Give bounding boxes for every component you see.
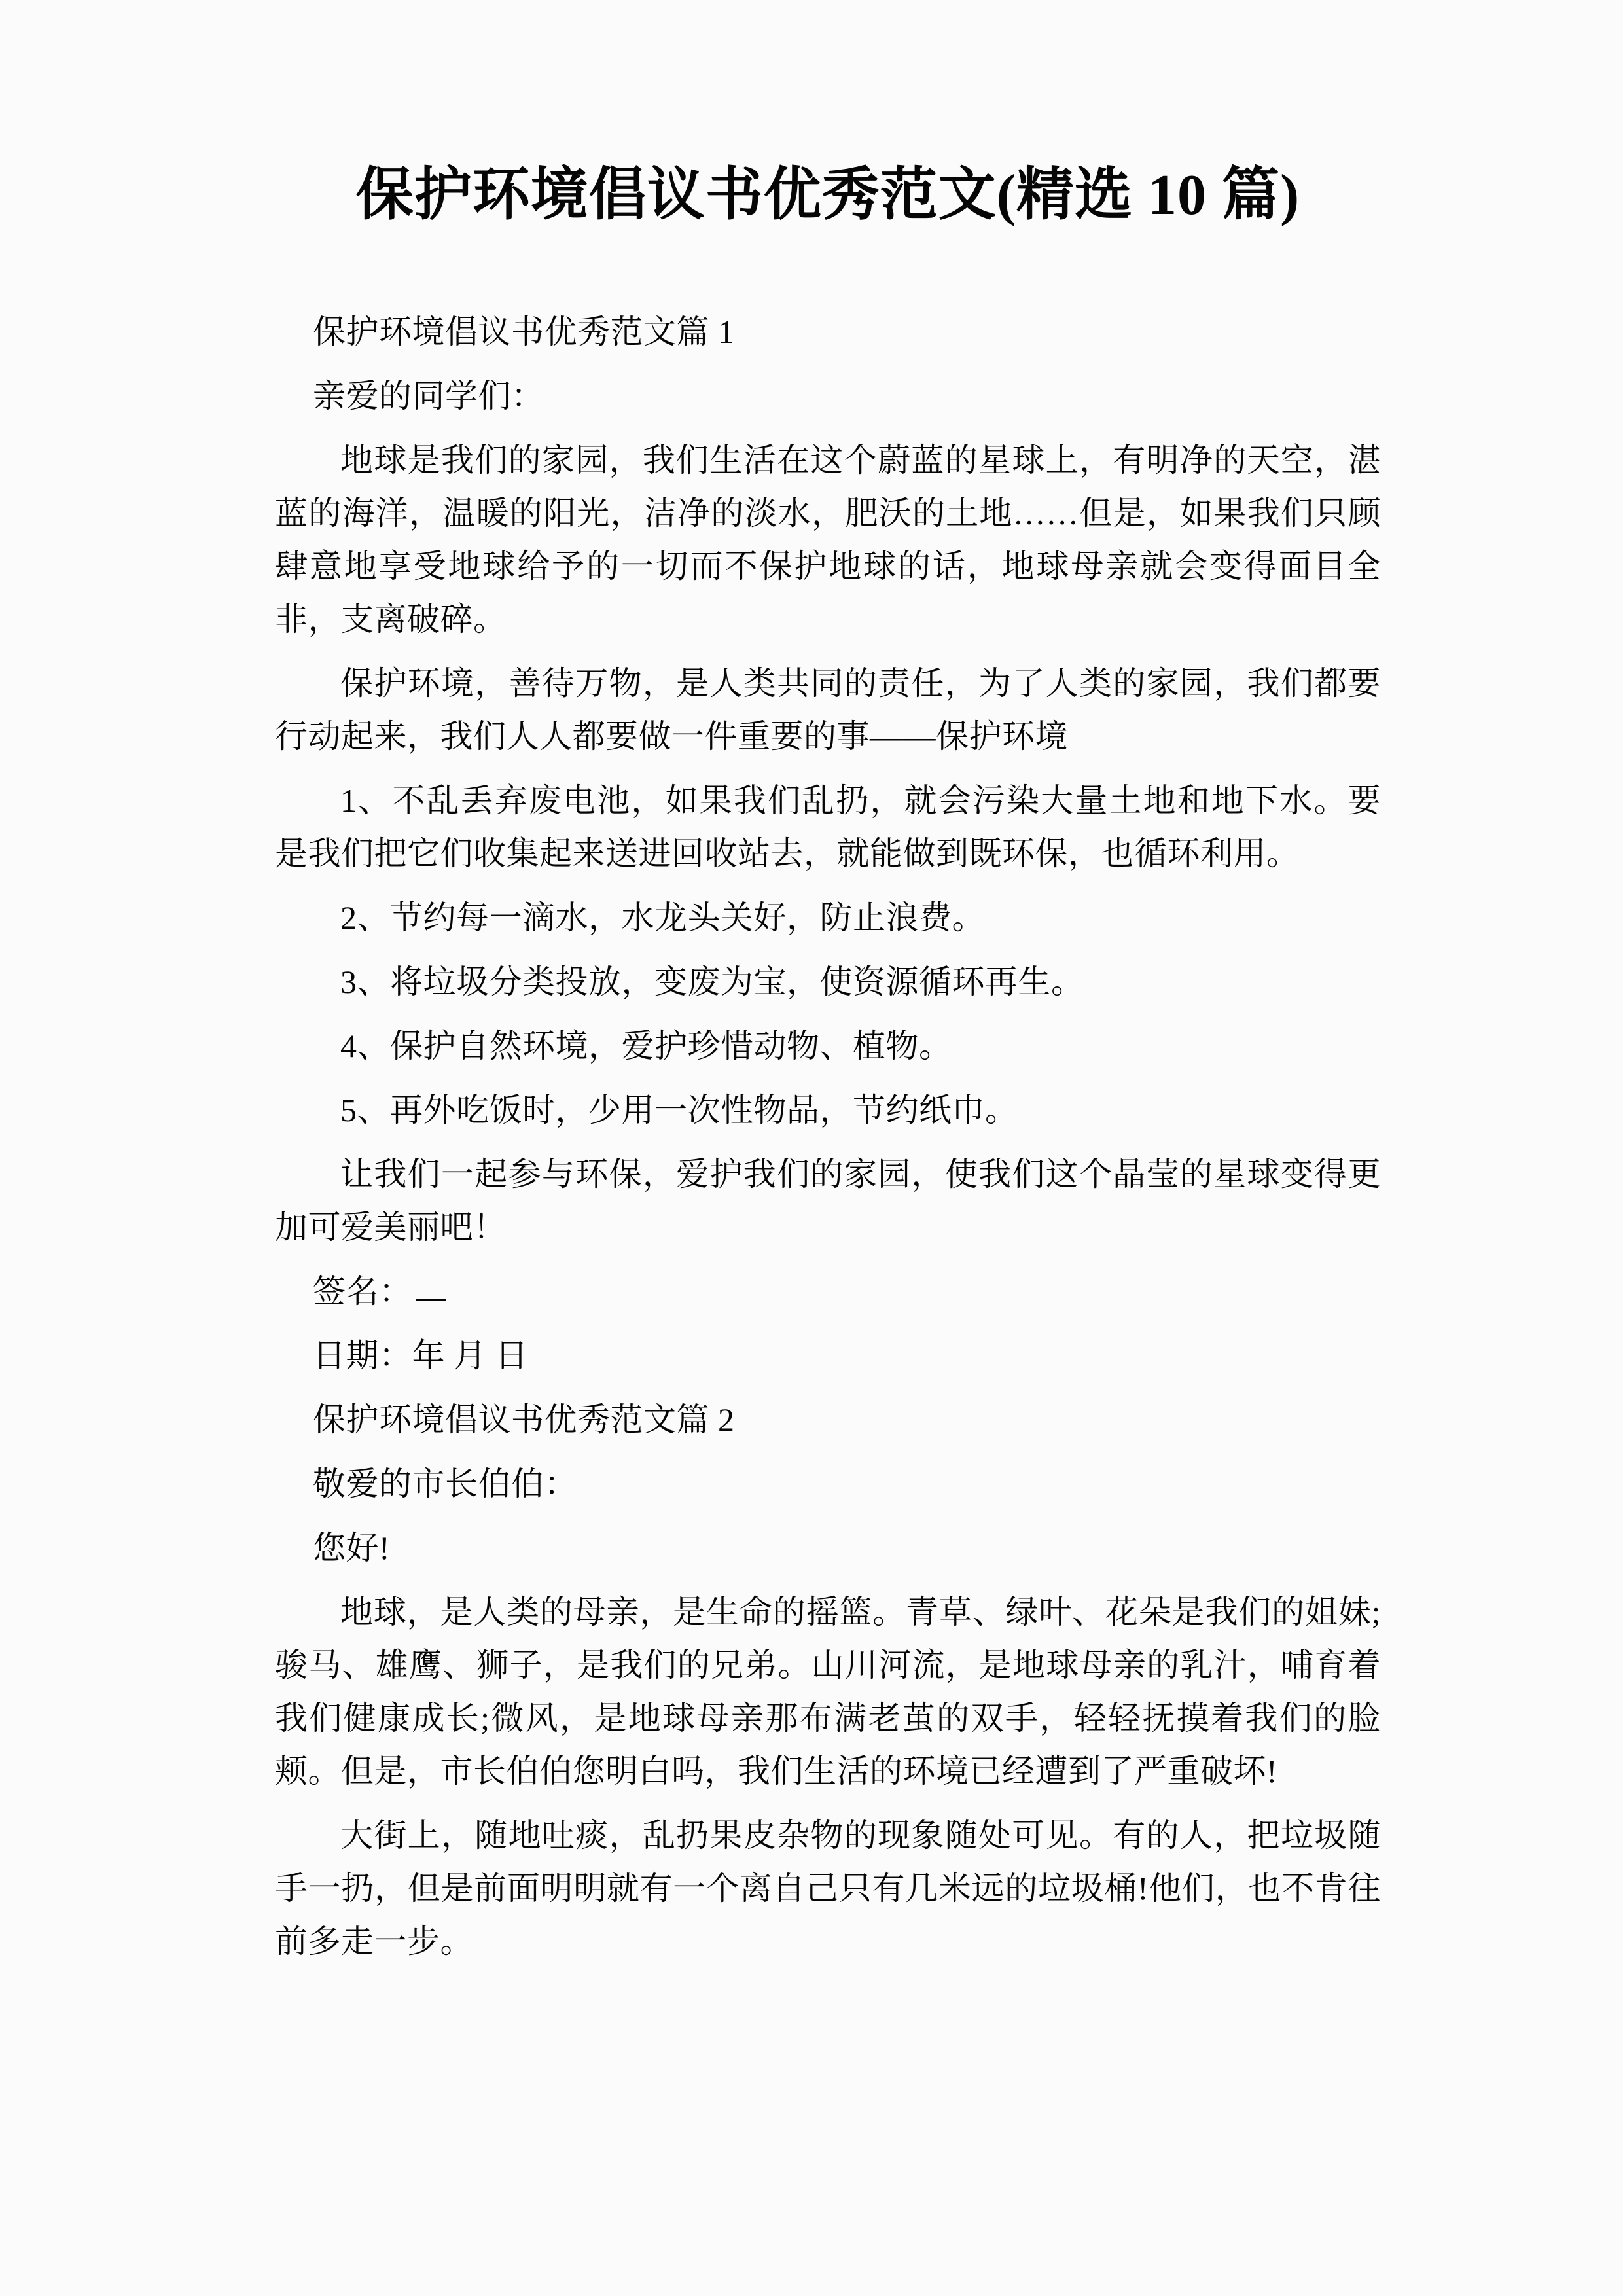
date-row: 日期：年 月 日	[313, 1337, 528, 1374]
section-1-list-item-5: 5、再外吃饭时，少用一次性物品，节约纸巾。	[340, 1092, 1018, 1129]
section-1-list-item-4: 4、保护自然环境，爱护珍惜动物、植物。	[340, 1028, 952, 1065]
section-1-list-item-1: 1、不乱丢弃废电池，如果我们乱扔，就会污染大量土地和地下水。要是我们把它们收集起来送进回收站去，就能做到既环保，也循环利用。	[275, 782, 1381, 872]
section-2-paragraph-1: 地球，是人类的母亲，是生命的摇篮。青草、绿叶、花朵是我们的姐妹;骏马、雄鹰、狮子，是我们的兄弟。山川河流，是地球母亲的乳汁，哺育着我们健康成长;微风，是地球母亲那布满老茧的双手，轻轻抚摸着我们的脸颊。但是，市长伯伯您明白吗，我们生活的环境已经遭到了严重破坏!	[275, 1594, 1381, 1790]
section-2-heading: 保护环境倡议书优秀范文篇 2	[313, 1401, 735, 1439]
signature-label: 签名：	[313, 1273, 412, 1310]
section-1-closing-paragraph: 让我们一起参与环保，爱护我们的家园，使我们这个晶莹的星球变得更加可爱美丽吧！	[275, 1156, 1381, 1246]
section-1-list-item-2: 2、节约每一滴水，水龙头关好，防止浪费。	[340, 899, 985, 937]
section-2-salutation: 敬爱的市长伯伯：	[313, 1465, 577, 1503]
section-1-heading: 保护环境倡议书优秀范文篇 1	[313, 314, 735, 351]
section-2-greeting: 您好!	[313, 1530, 391, 1567]
signature-row	[275, 1265, 1381, 1318]
document-body	[275, 306, 1381, 1968]
section-2-paragraph-2: 大街上，随地吐痰，乱扔果皮杂物的现象随处可见。有的人，把垃圾随手一扔，但是前面明明就有一个离自己只有几米远的垃圾桶!他们，也不肯往前多走一步。	[275, 1817, 1381, 1960]
section-1-paragraph-2: 保护环境，善待万物，是人类共同的责任，为了人类的家园，我们都要行动起来，我们人人都要做一件重要的事——保护环境	[275, 665, 1381, 755]
document-content-column	[275, 0, 1381, 1979]
signature-blank-line	[416, 1299, 446, 1301]
section-1-list-item-3: 3、将垃圾分类投放，变废为宝，使资源循环再生。	[340, 963, 1084, 1001]
section-1-salutation: 亲爱的同学们：	[313, 378, 544, 415]
section-1-paragraph-1: 地球是我们的家园，我们生活在这个蔚蓝的星球上，有明净的天空，湛蓝的海洋，温暖的阳光，洁净的淡水，肥沃的土地……但是，如果我们只顾肆意地享受地球给予的一切而不保护地球的话，地球母亲就会变得面目全非，支离破碎。	[275, 442, 1381, 638]
page-title: 保护环境倡议书优秀范文(精选 10 篇)	[355, 164, 1300, 227]
